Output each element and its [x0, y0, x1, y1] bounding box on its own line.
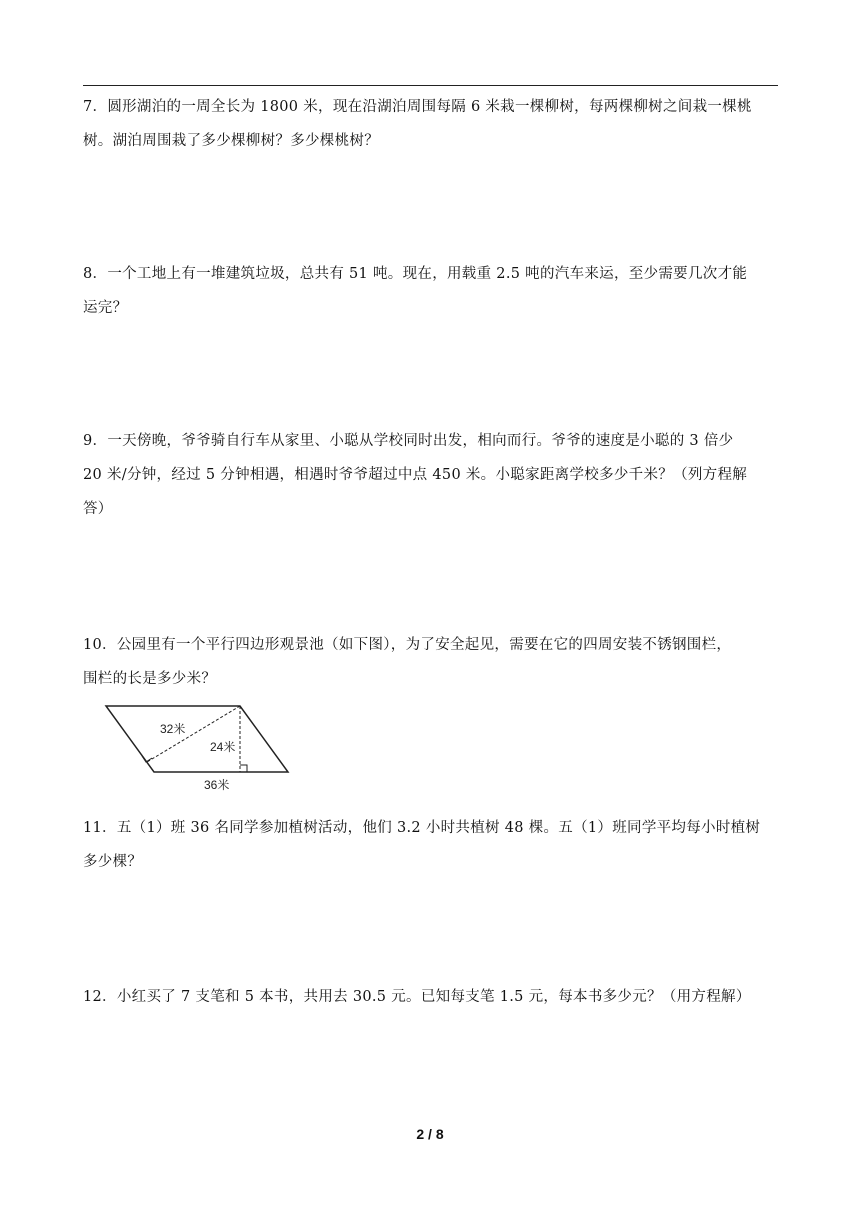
question-9 — [83, 424, 780, 526]
question-11-line-2: 多少棵？ — [83, 854, 143, 870]
question-9-line-1: 9．一天傍晚，爷爷骑自行车从家里、小聪从学校同时出发，相向而行。爷爷的速度是小聪的 3 倍少 — [83, 433, 734, 449]
question-7-line-1: 7．圆形湖泊的一周全长为 1800 米，现在沿湖泊周围每隔 6 米栽一棵柳树，每两棵柳树之间栽一棵桃 — [83, 99, 752, 115]
page-number: 2 / 8 — [416, 1126, 444, 1142]
header-rule — [83, 85, 778, 86]
diagonal-length-label: 32米 — [160, 722, 186, 736]
height-length-label: 24米 — [210, 740, 236, 754]
question-8 — [83, 257, 780, 325]
question-12 — [83, 980, 780, 1014]
question-11-line-1: 11．五（1）班 36 名同学参加植树活动，他们 3.2 小时共植树 48 棵。五（1）班同学平均每小时植树 — [83, 820, 761, 836]
parallelogram-diagram — [104, 700, 294, 796]
base-length-label: 36米 — [204, 778, 230, 792]
question-10 — [83, 628, 780, 696]
question-7 — [83, 90, 780, 158]
question-8-line-1: 8．一个工地上有一堆建筑垃圾，总共有 51 吨。现在，用载重 2.5 吨的汽车来运，至少需要几次才能 — [83, 266, 748, 282]
question-8-line-2: 运完？ — [83, 300, 128, 316]
right-angle-mark-base — [240, 765, 247, 772]
question-10-line-2: 围栏的长是多少米？ — [83, 671, 217, 687]
parallelogram-outline — [106, 706, 288, 772]
question-11 — [83, 811, 780, 879]
question-9-line-2: 20 米/分钟，经过 5 分钟相遇，相遇时爷爷超过中点 450 米。小聪家距离学校多少千米？（列方程解 — [83, 467, 748, 483]
parallelogram-figure — [104, 700, 294, 796]
question-10-line-1: 10．公园里有一个平行四边形观景池（如下图），为了安全起见，需要在它的四周安装不锈钢围栏， — [83, 637, 732, 653]
question-9-line-3: 答） — [83, 501, 113, 517]
question-12-line-1: 12．小红买了 7 支笔和 5 本书，共用去 30.5 元。已知每支笔 1.5 元，每本书多少元？（用方程解） — [83, 989, 751, 1005]
question-7-line-2: 树。湖泊周围栽了多少棵柳树？多少棵桃树？ — [83, 133, 379, 149]
